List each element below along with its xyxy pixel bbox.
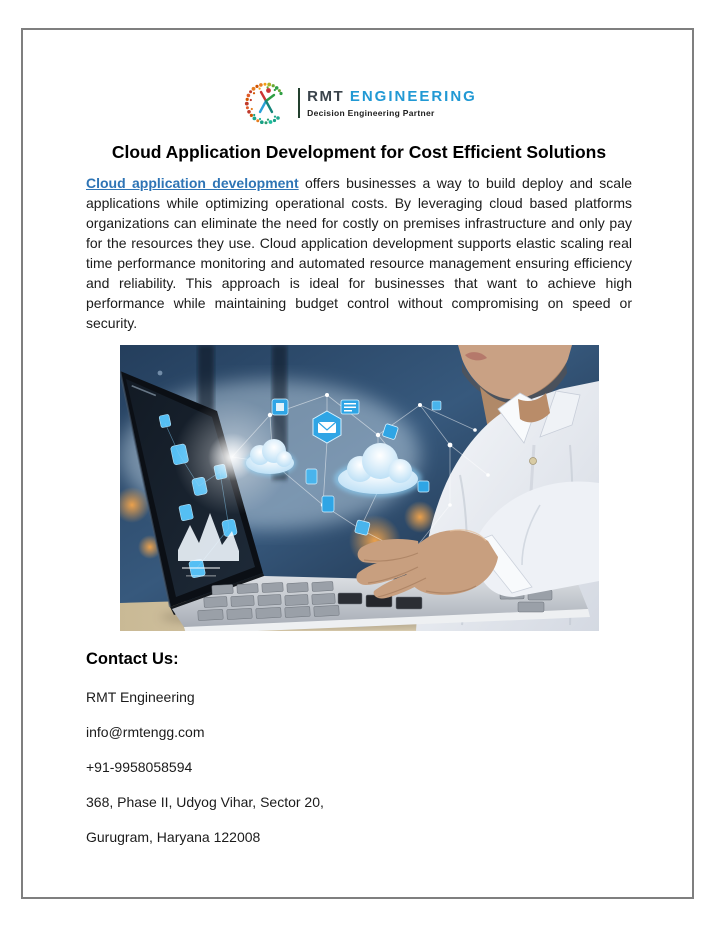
app-tile-icon <box>322 496 334 512</box>
logo-brand-primary: RMT <box>307 88 345 105</box>
contact-company: RMT Engineering <box>86 689 195 705</box>
app-tile-icon <box>306 469 317 484</box>
logo-brand-secondary: ENGINEERING <box>349 88 477 105</box>
hero-image <box>120 345 599 631</box>
document-icon <box>341 400 359 414</box>
intro-paragraph-text: offers businesses a way to build deploy and scale applications while optimizing operational costs. By leveraging cloud based platforms organizations can eliminate the need for costly on premises infrastructure and only pay for the resources they use. Cloud application development supports elastic scaling real time performance monitoring and automated resource management ensuring efficiency and reliability. This approach is ideal for businesses that want to achieve high performance while maintaining budget control without compromising on speed or security. <box>86 175 632 331</box>
app-tile-icon <box>432 401 441 410</box>
contact-address-line2: Gurugram, Haryana 122008 <box>86 829 261 845</box>
logo-text <box>298 88 477 118</box>
logo-tagline: Decision Engineering Partner <box>307 108 435 118</box>
app-tile-icon <box>418 481 429 492</box>
contact-phone: +91-9958058594 <box>86 759 193 775</box>
contact-email: info@rmtengg.com <box>86 724 205 740</box>
intro-paragraph <box>86 173 632 333</box>
page-title: Cloud Application Development for Cost Efficient Solutions <box>111 142 607 162</box>
app-tile-icon <box>354 520 370 536</box>
company-logo <box>86 78 632 128</box>
logo-brand-line <box>307 88 477 106</box>
cloud-application-development-link[interactable]: Cloud application development <box>86 175 299 191</box>
app-tile-icon <box>272 399 288 415</box>
contact-heading: Contact Us: <box>86 650 179 668</box>
logo-globe-icon <box>241 78 291 128</box>
document-page <box>21 28 694 899</box>
contact-address-line1: 368, Phase II, Udyog Vihar, Sector 20, <box>86 794 324 810</box>
